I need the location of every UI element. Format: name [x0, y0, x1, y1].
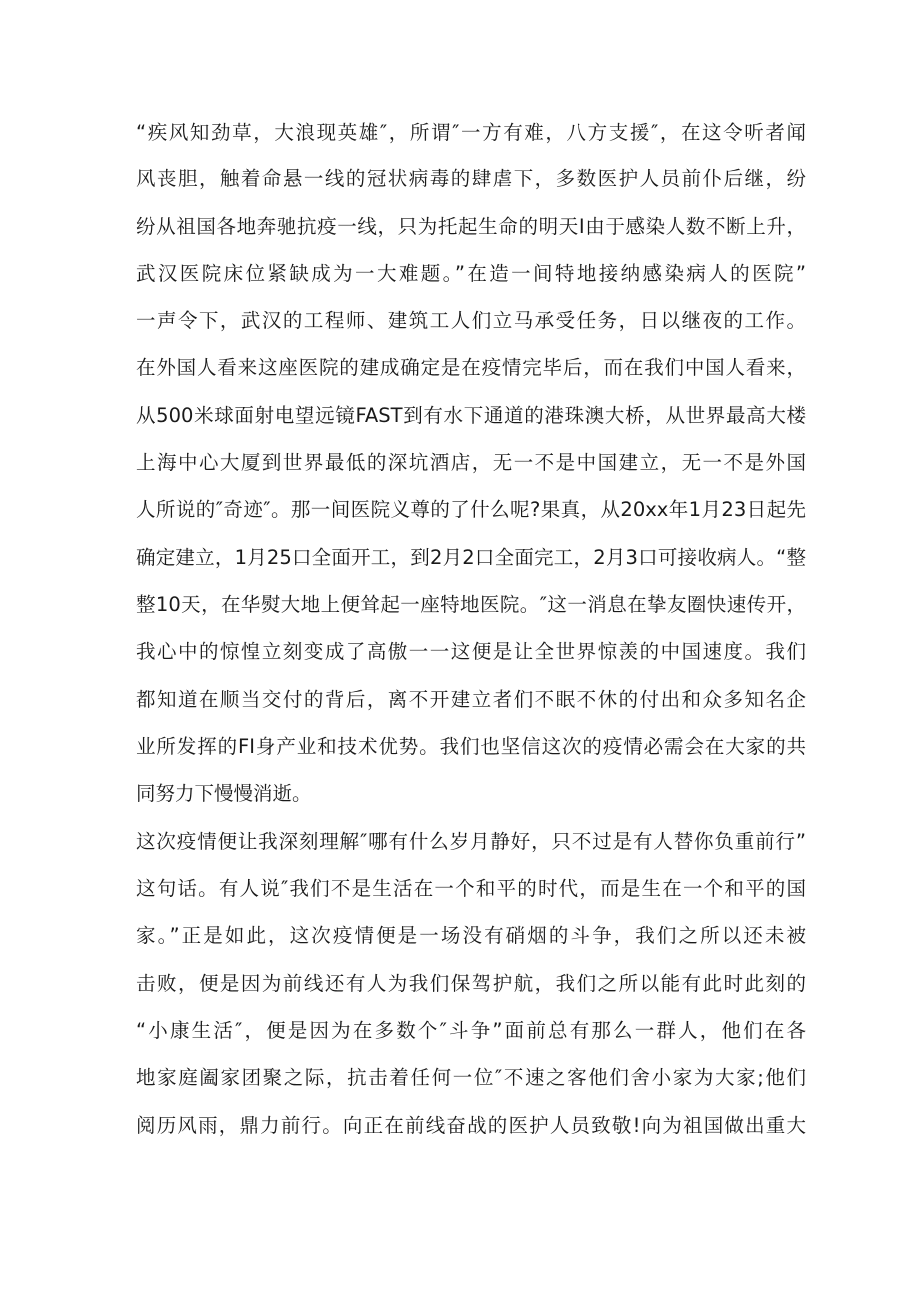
text-line: 确定建立，1月25口全面开工，到2月2口全面完工，2月3口可接收病人。“整 [136, 546, 806, 569]
text-line: 在外国人看来这座医院的建成确定是在疫情完毕后，而在我们中国人看来， [136, 356, 806, 379]
text-line: 从500米球面射电望远镜FAST到有水下通道的港珠澳大桥，从世界最高大楼 [136, 404, 806, 427]
text-line: “小康生活″，便是因为在多数个″斗争”面前总有那么一群人，他们在各 [136, 1019, 806, 1042]
text-line: 一声令下，武汉的工程师、建筑工人们立马承受任务，日以继夜的工作。 [136, 309, 806, 332]
text-line: “疾风知劲草，大浪现英雄″，所谓″一方有难，八方支援″，在这令听者闻 [136, 121, 806, 144]
text-line: 上海中心大厦到世界最低的深坑酒店，无一不是中国建立，无一不是外国 [136, 451, 806, 474]
text-line: 地家庭阖家团聚之际，抗击着任何一位″不速之客他们舍小家为大家;他们 [136, 1066, 806, 1089]
text-line: 我心中的惊惶立刻变成了高傲一一这便是让全世界惊羡的中国速度。我们 [136, 640, 806, 663]
text-line: 整10天，在华熨大地上便耸起一座特地医院。″这一消息在挚友圈快速传开， [136, 593, 806, 616]
text-line: 同努力下慢慢消逝。 [136, 782, 312, 805]
text-line: 人所说的″奇迹″。那一间医院义尊的了什么呢?果真，从20xx年1月23日起先 [136, 498, 806, 521]
text-line: 武汉医院床位紧缺成为一大难题。”在造一间特地接纳感染病人的医院” [136, 262, 806, 285]
text-line: 都知道在顺当交付的背后，离不开建立者们不眠不休的付出和众多知名企 [136, 688, 806, 711]
text-line: 阅历风雨，鼎力前行。向正在前线奋战的医护人员致敬!向为祖国做出重大 [136, 1114, 806, 1137]
text-line: 纷从祖国各地奔驰抗疫一线，只为托起生命的明天I由于感染人数不断上升， [136, 215, 806, 238]
text-line: 这句话。有人说″我们不是生活在一个和平的时代，而是生在一个和平的国 [136, 877, 806, 900]
text-line: 风丧胆，触着命悬一线的冠状病毒的肆虐下，多数医护人员前仆后继，纷 [136, 167, 806, 190]
text-line: 击败，便是因为前线还有人为我们保驾护航，我们之所以能有此时此刻的 [136, 972, 806, 995]
text-line: 家。”正是如此，这次疫情便是一场没有硝烟的斗争，我们之所以还未被 [136, 924, 806, 947]
text-line: 这次疫情便让我深刻理解″哪有什么岁月静好，只不过是有人替你负重前行” [136, 830, 806, 853]
text-line: 业所发挥的FI身产业和技术优势。我们也坚信这次的疫情必需会在大家的共 [136, 735, 806, 758]
